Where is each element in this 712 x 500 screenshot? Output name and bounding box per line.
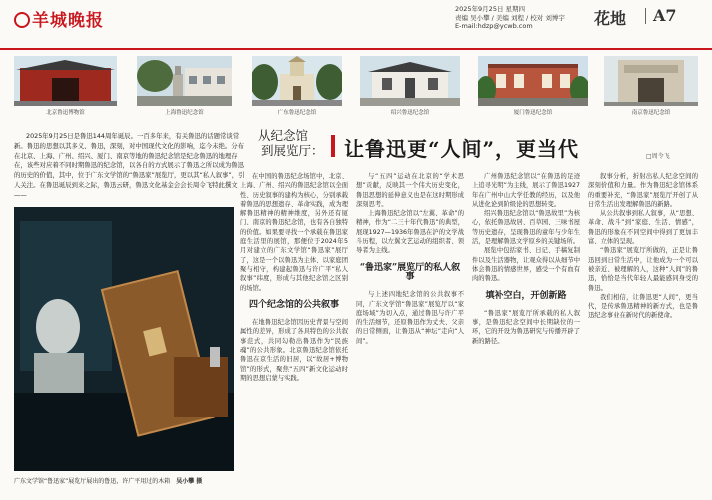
paragraph: 广州鲁迅纪念馆以“在鲁迅的足迹上追寻光明”为主线，展示了鲁迅1927年在广州中山大学任教的经历，以及他从进化论到阶级论的思想转变。 — [472, 173, 580, 208]
issue-date: 2025年9月25日 星期四 — [455, 5, 526, 13]
contact-email: E-mail:hdzp@ycwb.com — [455, 22, 533, 30]
headline: 让鲁迅更“人间”，更当代 — [344, 137, 580, 161]
photo-guangdong — [252, 56, 342, 114]
header-info — [455, 5, 565, 31]
paragraph: 绍兴鲁迅纪念馆以“鲁迅故里”为核心，依托鲁迅故居、百草园、三味书屋等历史遗存，呈现鲁迅的童年与少年生活，是理解鲁迅文学原乡的关键场所。 — [472, 210, 580, 246]
page-number: A7 — [653, 6, 677, 25]
paragraph: 在地鲁迅纪念馆因历史背景与空间属性的差异，形成了各具特色的公共叙事范式，共同勾勒出鲁迅作为“民族魂”的公共形象。北京鲁迅纪念馆依托鲁迅在京生活的旧居，以“故居+博物馆”的形式，聚焦“五四”新文化运动时期的思想启蒙与实践。 — [240, 319, 348, 382]
byline: □周令飞 — [646, 153, 670, 160]
headline-accent-bar — [331, 135, 335, 157]
nanjing-museum-image — [604, 56, 698, 106]
paragraph: 上海鲁迅纪念馆以“左翼、革命”的精神，作为“二三十年代鲁迅”的典型，展现1927—1936年鲁迅在沪的文学战斗历程，以左翼文艺运动的组织者、领导者为主线。 — [356, 210, 464, 255]
newspaper-logo: 羊城晚报 — [14, 6, 104, 31]
photo-caption: 北京鲁迅博物馆 — [46, 110, 85, 116]
photo-caption: 绍兴鲁迅纪念馆 — [390, 110, 430, 116]
beijing-museum-image — [14, 56, 117, 106]
paragraph: 展览中包括家书、日记、手稿复制件以及生活器物，让观众得以从细节中体会鲁迅的情感世界，感受一个有血有肉的鲁迅。 — [472, 247, 580, 283]
guangdong-museum-image — [252, 56, 342, 106]
photo-caption: 南京鲁迅纪念馆 — [631, 110, 671, 116]
photo-caption-main — [14, 476, 234, 485]
photo-caption: 广东鲁迅纪念馆 — [277, 110, 317, 116]
photo-shanghai — [137, 56, 232, 114]
subheading: 四个纪念馆的公共叙事 — [248, 299, 339, 310]
body-column-1 — [240, 172, 348, 492]
body-column-4 — [588, 172, 698, 492]
paragraph: 我们相信，让鲁迅更“人间”，更当代，是传承鲁迅精神的新方式，也是鲁迅纪念事业在新时代的新使命。 — [588, 293, 698, 320]
paragraph: “鲁迅家”展览厅所承载的私人叙事，是鲁迅纪念空间中长期缺位的一环，它的开设为鲁迅研究与传播开辟了新的路径。 — [472, 309, 580, 345]
paragraph: 在中国的鲁迅纪念场馆中，北京、上海、广州、绍兴的鲁迅纪念馆以全面性、历史叙事的建构为核心，分别承载着鲁迅的思想遗存、革命实践，成为理解鲁迅精神的精神维度，另外还有厦门、南京的鲁迅纪念馆，也有各自独特的价值。如果要寻找一个承载在鲁迅家庭生活里的展馆，那便位于2024年5月对建立的广东文学馆“鲁迅家”展厅了，这是一个以鲁迅为主体、以家庭团聚与相守，构建起鲁迅与许广平“私人叙事”纬度，形成与其他纪念馆之区别的场馆。 — [240, 173, 348, 292]
photo-xiamen — [478, 56, 588, 114]
logo-mark-icon — [14, 12, 30, 28]
lead-paragraph: 2025年9月25日是鲁迅144周年诞辰。一百多年来，有关鲁迅的话题常谈常新。鲁迅的思想以其多义、鲁迅，深刻，对中国现代文化的影响，迄今未绝。分布在北京、上海、广州、绍兴、厦门、南京等地的鲁迅纪念馆是纪念鲁迅的地理存在，该些对应着不同时期鲁迅的纪念馆，以各自的方式展示了鲁迅之所以成为鲁迅的历史的价值，其中，位于广东文学馆的“鲁迅家”展览厅，更以其“私人叙事”，引人关注。在鲁迅诞辰到来之际，鲁迅云研，鲁迅文化基金会会长周令飞特此撰文—— — [14, 132, 245, 199]
section-name: 花地 — [594, 9, 627, 28]
paragraph: 叙事分析，折射出私人纪念空间的深刻价值和力量。作为鲁迅纪念馆体系的重要补充，“鲁迅家”展览厅开创了从日常生活出发理解鲁迅的新路。 — [588, 173, 698, 208]
photo-caption-text: 广东文学馆“鲁迅家”展览厅展出的鲁迅，许广平用过的木箱 — [14, 478, 171, 485]
paragraph: 与上述四地纪念馆的公共叙事不同，广东文学馆“鲁迅家”展览厅以“家庭场域”为切入点，通过鲁迅与许广平的生活细节，还原鲁迅作为丈夫、父亲的日常侧面，让鲁迅从“神坛”走向“人间”。 — [356, 291, 464, 345]
shaoxing-museum-image — [360, 56, 460, 106]
photo-shaoxing — [360, 56, 460, 114]
body-column-3 — [472, 172, 580, 492]
photo-caption: 上海鲁迅纪念馆 — [165, 110, 204, 116]
photo-beijing — [14, 56, 117, 114]
page-separator — [645, 8, 646, 24]
subheading: “鲁迅家”展览厅的私人叙事 — [359, 262, 461, 282]
shanghai-museum-image — [137, 56, 232, 106]
kicker-line-2: 到展览厅： — [261, 143, 324, 158]
body-column-2 — [356, 172, 464, 492]
photo-credit: 吴小攀 摄 — [176, 478, 203, 485]
photo-caption: 厦门鲁迅纪念馆 — [513, 110, 553, 116]
staff-credits: 责编 吴小攀 / 美编 刘程 / 校对 刘博宇 — [455, 13, 565, 22]
xiamen-museum-image — [478, 56, 588, 106]
paragraph: “鲁迅家”展览厅所做的，正是让鲁迅回到日常生活中，让他成为一个可以被亲近、被理解的人，这种“人间”的鲁迅，恰恰是当代年轻人最能感同身受的鲁迅。 — [588, 247, 698, 292]
paragraph: 从公共叙事到私人叙事，从“思想、革命、战斗”到“家庭、生活、情感”，鲁迅的形象在不同空间中得到了更加丰富、立体的呈现。 — [588, 210, 698, 246]
subheading: 填补空白，开创新路 — [485, 290, 567, 301]
masthead — [0, 0, 712, 50]
paragraph: 与“五四”运动在北京的“学术思想”贡献，反映其一个伟大历史变化，鲁迅思想的延伸意义也是在这时期形成深刻思考。 — [356, 173, 464, 208]
photo-nanjing — [604, 56, 698, 114]
exhibit-photo — [14, 207, 234, 471]
kicker — [258, 128, 324, 158]
kicker-line-1: 从纪念馆 — [258, 128, 309, 143]
